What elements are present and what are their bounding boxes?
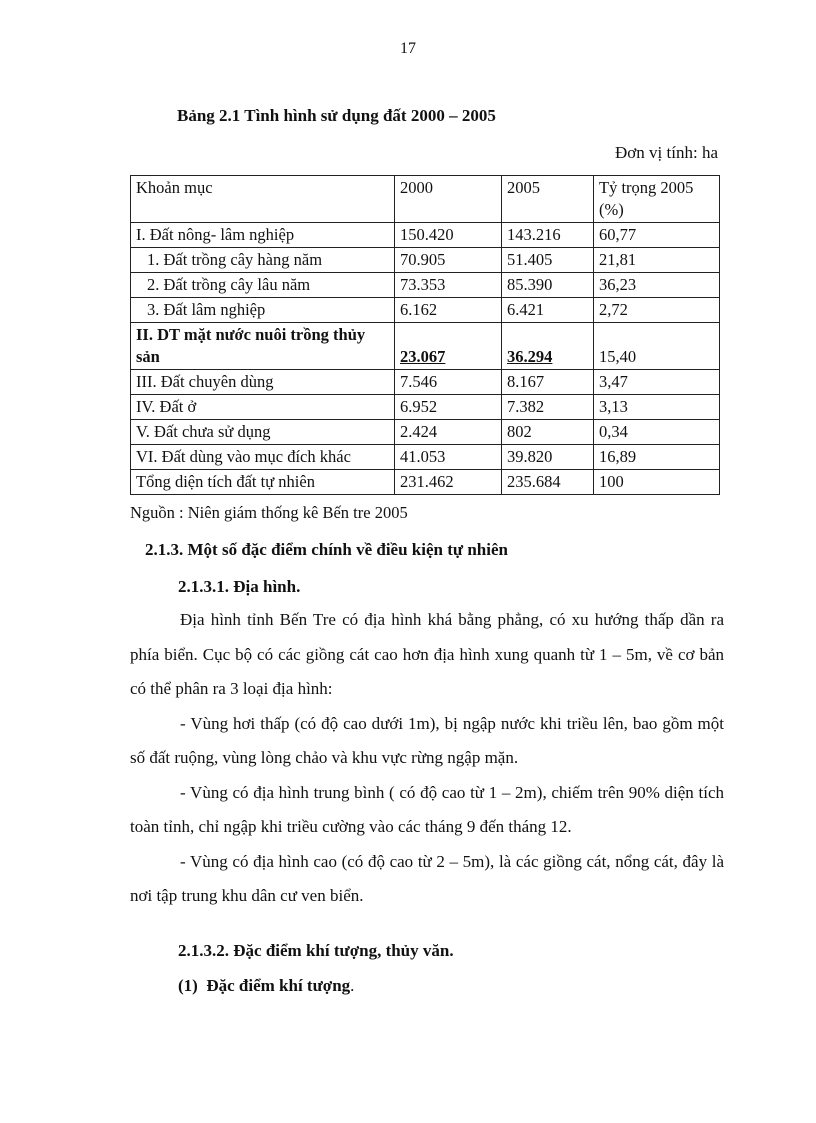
cell-2005: 7.382 (502, 395, 594, 420)
subsection-heading-meteorology (178, 976, 354, 996)
table-row (131, 248, 720, 273)
row-label: Tổng diện tích đất tự nhiên (131, 470, 395, 495)
cell-share: 16,89 (594, 445, 720, 470)
cell-2000: 150.420 (395, 223, 502, 248)
cell-2000: 2.424 (395, 420, 502, 445)
bullet-item: - Vùng hơi thấp (có độ cao dưới 1m), bị ngập nước khi triều lên, bao gồm một số đất ruộng, vùng lòng chảo và khu vực rừng ngập mặn. (130, 713, 724, 767)
page-number: 17 (400, 40, 416, 57)
table-row (131, 298, 720, 323)
row-label: III. Đất chuyên dùng (131, 370, 395, 395)
subsection-heading-terrain: 2.1.3.1. Địa hình. (178, 577, 301, 596)
table-total-row (131, 470, 720, 495)
row-label: IV. Đất ở (131, 395, 395, 420)
section-heading: 2.1.3. Một số đặc điểm chính về điều kiện tự nhiên (145, 540, 508, 559)
cell-2000: 6.952 (395, 395, 502, 420)
table-title: Bảng 2.1 Tình hình sử dụng đất 2000 – 2005 (177, 106, 496, 125)
bullet-item: - Vùng có địa hình trung bình ( có độ cao từ 1 – 2m), chiếm trên 90% diện tích toàn tỉnh, chỉ ngập khi triều cường vào các tháng 9 đến tháng 12. (130, 782, 724, 836)
row-label: V. Đất chưa sử dụng (131, 420, 395, 445)
cell-share: 15,40 (594, 323, 720, 370)
paragraph: Địa hình tỉnh Bến Tre có địa hình khá bằng phẳng, có xu hướng thấp dần ra phía biển. Cục bộ có các giồng cát cao hơn địa hình xung quanh từ 1 – 5m, về cơ bản có thể phân ra 3 loại địa hình: (130, 610, 724, 698)
table-source: Nguồn : Niên giám thống kê Bến tre 2005 (130, 503, 408, 522)
row-label: VI. Đất dùng vào mục đích khác (131, 445, 395, 470)
table-row (131, 445, 720, 470)
cell-2000: 6.162 (395, 298, 502, 323)
subsection-heading-climate: 2.1.3.2. Đặc điểm khí tượng, thủy văn. (178, 941, 454, 960)
row-label: 2. Đất trồng cây lâu năm (131, 273, 395, 298)
cell-2005: 36.294 (507, 347, 553, 366)
row-label: 1. Đất trồng cây hàng năm (131, 248, 395, 273)
cell-2005: 85.390 (502, 273, 594, 298)
cell-2005: 8.167 (502, 370, 594, 395)
meteorology-title: Đặc điểm khí tượng (206, 976, 351, 995)
header-item: Khoản mục (131, 176, 395, 223)
cell-2005: 39.820 (502, 445, 594, 470)
cell-2000: 231.462 (395, 470, 502, 495)
cell-2000: 7.546 (395, 370, 502, 395)
unit-note: Đơn vị tính: ha (615, 143, 718, 162)
header-2005: 2005 (502, 176, 594, 223)
cell-2000: 41.053 (395, 445, 502, 470)
header-share: Tỷ trọng 2005 (%) (594, 176, 720, 223)
cell-2000: 23.067 (400, 347, 446, 366)
cell-2000: 70.905 (395, 248, 502, 273)
cell-share: 0,34 (594, 420, 720, 445)
cell-2005: 143.216 (502, 223, 594, 248)
table-row (131, 370, 720, 395)
bullet-item: - Vùng có địa hình cao (có độ cao từ 2 – 5m), là các giồng cát, nổng cát, đây là nơi tập trung khu dân cư ven biển. (130, 851, 724, 905)
cell-share: 3,13 (594, 395, 720, 420)
row-label: I. Đất nông- lâm nghiệp (131, 223, 395, 248)
terrain-section-body (130, 603, 724, 914)
cell-share: 2,72 (594, 298, 720, 323)
cell-2005: 235.684 (502, 470, 594, 495)
list-number: (1) (178, 976, 198, 995)
table-row (131, 395, 720, 420)
header-2000: 2000 (395, 176, 502, 223)
cell-share: 60,77 (594, 223, 720, 248)
row-label: 3. Đất lâm nghiệp (131, 298, 395, 323)
cell-2000: 73.353 (395, 273, 502, 298)
cell-2005: 6.421 (502, 298, 594, 323)
land-use-table (130, 175, 720, 495)
table-row (131, 420, 720, 445)
table-row (131, 273, 720, 298)
cell-2005: 51.405 (502, 248, 594, 273)
cell-share: 3,47 (594, 370, 720, 395)
table-row (131, 223, 720, 248)
cell-2005: 802 (502, 420, 594, 445)
cell-share: 100 (594, 470, 720, 495)
row-label: II. DT mặt nước nuôi trồng thủy sản (131, 323, 395, 370)
cell-share: 21,81 (594, 248, 720, 273)
cell-share: 36,23 (594, 273, 720, 298)
table-header-row (131, 176, 720, 223)
meteorology-period: . (350, 976, 355, 995)
table-row (131, 323, 720, 370)
